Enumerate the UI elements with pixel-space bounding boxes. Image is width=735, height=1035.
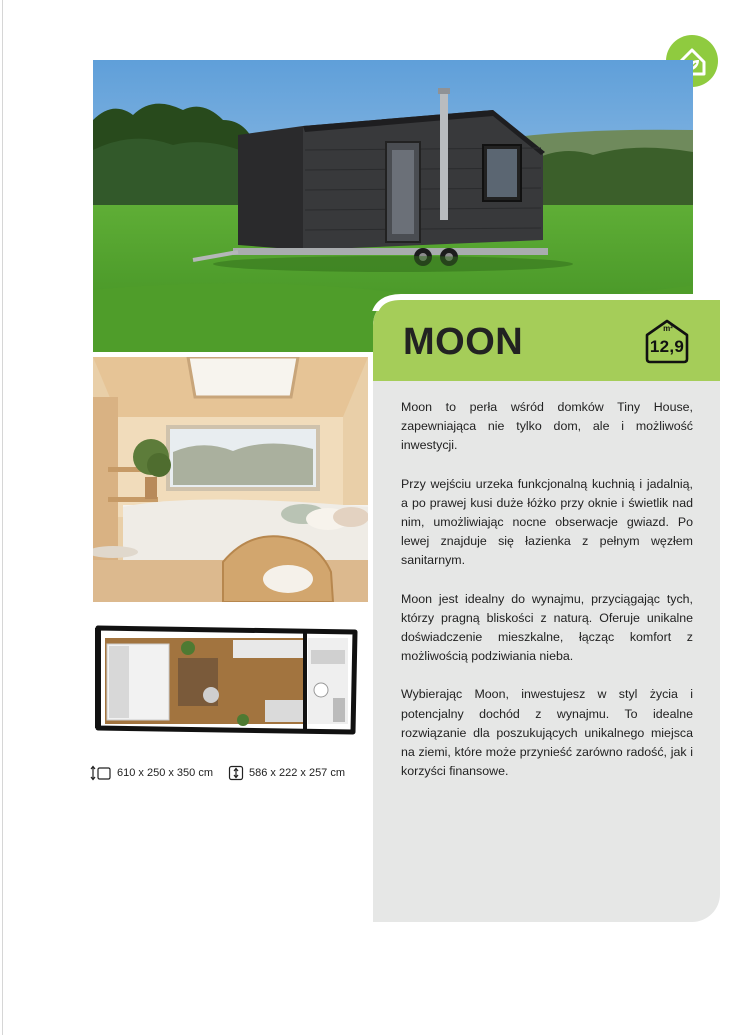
internal-dimensions [228, 765, 345, 781]
ruler-box-icon [90, 765, 112, 781]
dimensions-row [90, 763, 360, 783]
product-title: MOON [403, 321, 524, 363]
product-description [401, 398, 693, 800]
interior-height-icon [228, 765, 244, 781]
description-paragraph: Wybierając Moon, inwestujesz w styl życia i potencjalny dochód z wynajmu. To idealne rozwiązanie dla poszukujących unikalnego miejsca na ziemi, które może przynieść zarówno radość, jak i korzyści finansowe. [401, 687, 693, 779]
card-outline [367, 291, 727, 311]
description-paragraph: Moon jest idealny do wynajmu, przyciągając tych, którzy pragną bliskości z naturą. Oferuje unikalne doświadczenie mieszkalne, łącząc komfort z możliwością podziwiania nieba. [401, 591, 693, 664]
area-unit: m² [663, 324, 673, 333]
interior-photo [93, 357, 368, 602]
product-card [373, 297, 720, 922]
external-dimensions [90, 765, 213, 781]
floor-plan [93, 620, 358, 740]
internal-dimensions-value: 586 x 222 x 257 cm [249, 767, 346, 779]
description-paragraph: Moon to perła wśród domków Tiny House, zapewniająca nie tylko dom, ale i możliwość inwestycji. [401, 400, 693, 453]
external-dimensions-value: 610 x 250 x 350 cm [117, 767, 214, 779]
area-value: 12,9 [649, 337, 685, 356]
page-edge-line [2, 0, 3, 1035]
description-paragraph: Przy wejściu urzeka funkcjonalną kuchnią i jadalnią, a po prawej kusi duże łóżko przy oknie i świetlik nad nim, umożliwiając nocne obserwacje gwiazd. Po lewej znajduje się łazienka z pełnym węzłem sanitarnym. [401, 476, 693, 568]
